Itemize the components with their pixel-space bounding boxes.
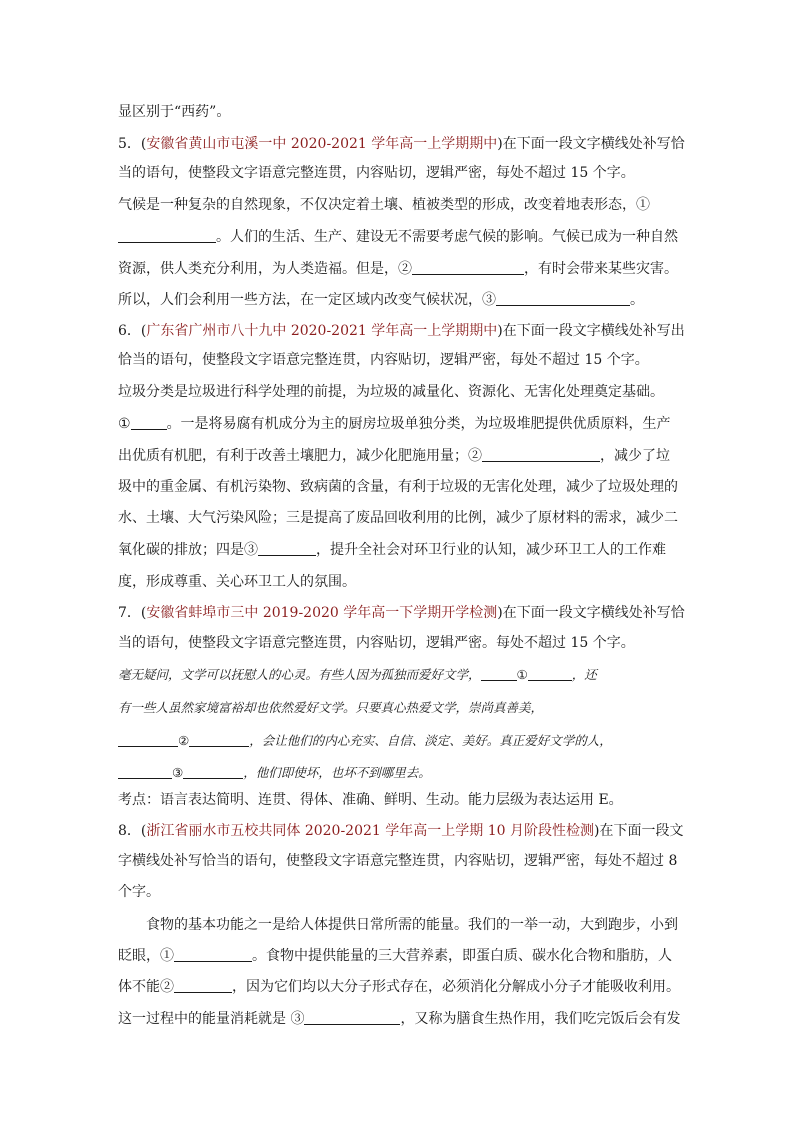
text-line: 所以，人们会利用一些方法，在一定区域内改变气候状况，③ 。: [118, 292, 644, 308]
question-source: 安徽省蚌埠市三中 2019-2020 学年高一下学期开学检测: [146, 605, 498, 621]
answer-blank[interactable]: [496, 291, 630, 306]
question-5-header: 5．(安徽省黄山市屯溪一中 2020-2021 学年高一上学期期中)在下面一段文字横线处补写恰: [118, 136, 685, 152]
text-line: 度，形成尊重、关心环卫工人的氛围。: [118, 574, 356, 590]
text-line: 体不能② ，因为它们均以大分子形式存在，必须消化分解成小分子才能吸收利用。: [118, 979, 680, 995]
answer-blank[interactable]: [131, 415, 167, 430]
question-source: 安徽省黄山市屯溪一中 2020-2021 学年高一上学期期中: [146, 136, 498, 152]
question-source: 广东省广州市八十九中 2020-2021 学年高一上学期期中: [146, 323, 498, 339]
question-6-header: 6．(广东省广州市八十九中 2020-2021 学年高一上学期期中)在下面一段文字横线处补写出: [118, 323, 685, 339]
question-8-header: 8．(浙江省丽水市五校共同体 2020-2021 学年高一上学期 10 月阶段性检测)在下面一段文: [118, 823, 684, 839]
text-line: 毫无疑问，文学可以抚慰人的心灵。有些人因为孤独而爱好文学， ① ，还: [118, 667, 597, 682]
answer-blank[interactable]: [183, 764, 243, 779]
text-line: 水、土壤、大气污染风险；三是提高了废品回收利用的比例，减少了原材料的需求，减少二: [118, 510, 678, 526]
text-line: 垃圾分类是垃圾进行科学处理的前提，为垃圾的减量化、资源化、无害化处理奠定基础。: [118, 384, 664, 400]
question-source: 浙江省丽水市五校共同体 2020-2021 学年高一上学期 10 月阶段性检测: [146, 823, 594, 839]
text-line: 有一些人虽然家境富裕却也依然爱好文学。只要真心热爱文学，崇尚真善美，: [118, 700, 544, 715]
text-line: 圾中的重金属、有机污染物、致病菌的含量，有利于垃圾的无害化处理，减少了垃圾处理的: [118, 479, 678, 495]
text-line: 个字。: [118, 884, 160, 900]
text-line: 当的语句，使整段文字语意完整连贯，内容贴切，逻辑严密，每处不超过 15 个字。: [118, 165, 635, 181]
text-line: 这一过程中的能量消耗就是 ③ ，又称为膳食生热作用，我们吃完饭后会有发: [118, 1011, 681, 1027]
answer-blank[interactable]: [258, 541, 316, 556]
question-7-header: 7．(安徽省蚌埠市三中 2019-2020 学年高一下学期开学检测)在下面一段文字横线处补写恰: [118, 605, 685, 621]
text-line: 。人们的生活、生产、建设无不需要考虑气候的影响。气候已成为一种自然: [118, 227, 678, 247]
answer-blank[interactable]: [118, 228, 216, 243]
answer-blank[interactable]: [412, 260, 524, 275]
answer-blank[interactable]: [528, 666, 572, 681]
answer-blank[interactable]: [189, 732, 249, 747]
text-line: 恰当的语句，使整段文字语意完整连贯，内容贴切，逻辑严密，每处不超过 15 个字。: [118, 352, 649, 368]
text-line: 氧化碳的排放；四是③ ，提升全社会对环卫行业的认知，减少环卫工人的工作难: [118, 542, 666, 558]
text-line: ② ，会让他们的内心充实、自信、淡定、美好。真正爱好文学的人，: [118, 731, 612, 751]
text-line: ③ ，他们即使坏，也坏不到哪里去。: [118, 763, 431, 783]
text-line: 考点：语言表达简明、连贯、得体、准确、鲜明、生动。能力层级为表达运用 E。: [118, 792, 623, 808]
text-line: 显区别于“西药”。: [118, 104, 231, 120]
text-line: 食物的基本功能之一是给人体提供日常所需的能量。我们的一举一动，大到跑步，小到: [146, 917, 678, 933]
answer-blank[interactable]: [118, 732, 178, 747]
text-line: 资源，供人类充分利用，为人类造福。但是，② ，有时会带来某些灾害。: [118, 261, 678, 277]
text-line: 出优质有机肥，有利于改善土壤肥力，减少化肥施用量；② ，减少了垃: [118, 448, 670, 464]
answer-blank[interactable]: [482, 447, 600, 462]
answer-blank[interactable]: [304, 1010, 400, 1025]
text-line: 气候是一种复杂的自然现象，不仅决定着土壤、植被类型的形成，改变着地表形态，①: [118, 197, 650, 213]
answer-blank[interactable]: [118, 764, 172, 779]
text-line: 当的语句，使整段文字语意完整连贯，内容贴切，逻辑严密。每处不超过 15 个字。: [118, 635, 635, 651]
answer-blank[interactable]: [174, 947, 252, 962]
text-line: 眨眼，① 。食物中提供能量的三大营养素，即蛋白质、碳水化合物和脂肪，人: [118, 948, 672, 964]
text-line: 字横线处补写恰当的语句，使整段文字语意完整连贯，内容贴切，逻辑严密，每处不超过 8: [118, 853, 678, 869]
answer-blank[interactable]: [481, 666, 517, 681]
answer-blank[interactable]: [174, 978, 232, 993]
text-line: ① 。一是将易腐有机成分为主的厨房垃圾单独分类，为垃圾堆肥提供优质原料，生产: [118, 416, 671, 432]
